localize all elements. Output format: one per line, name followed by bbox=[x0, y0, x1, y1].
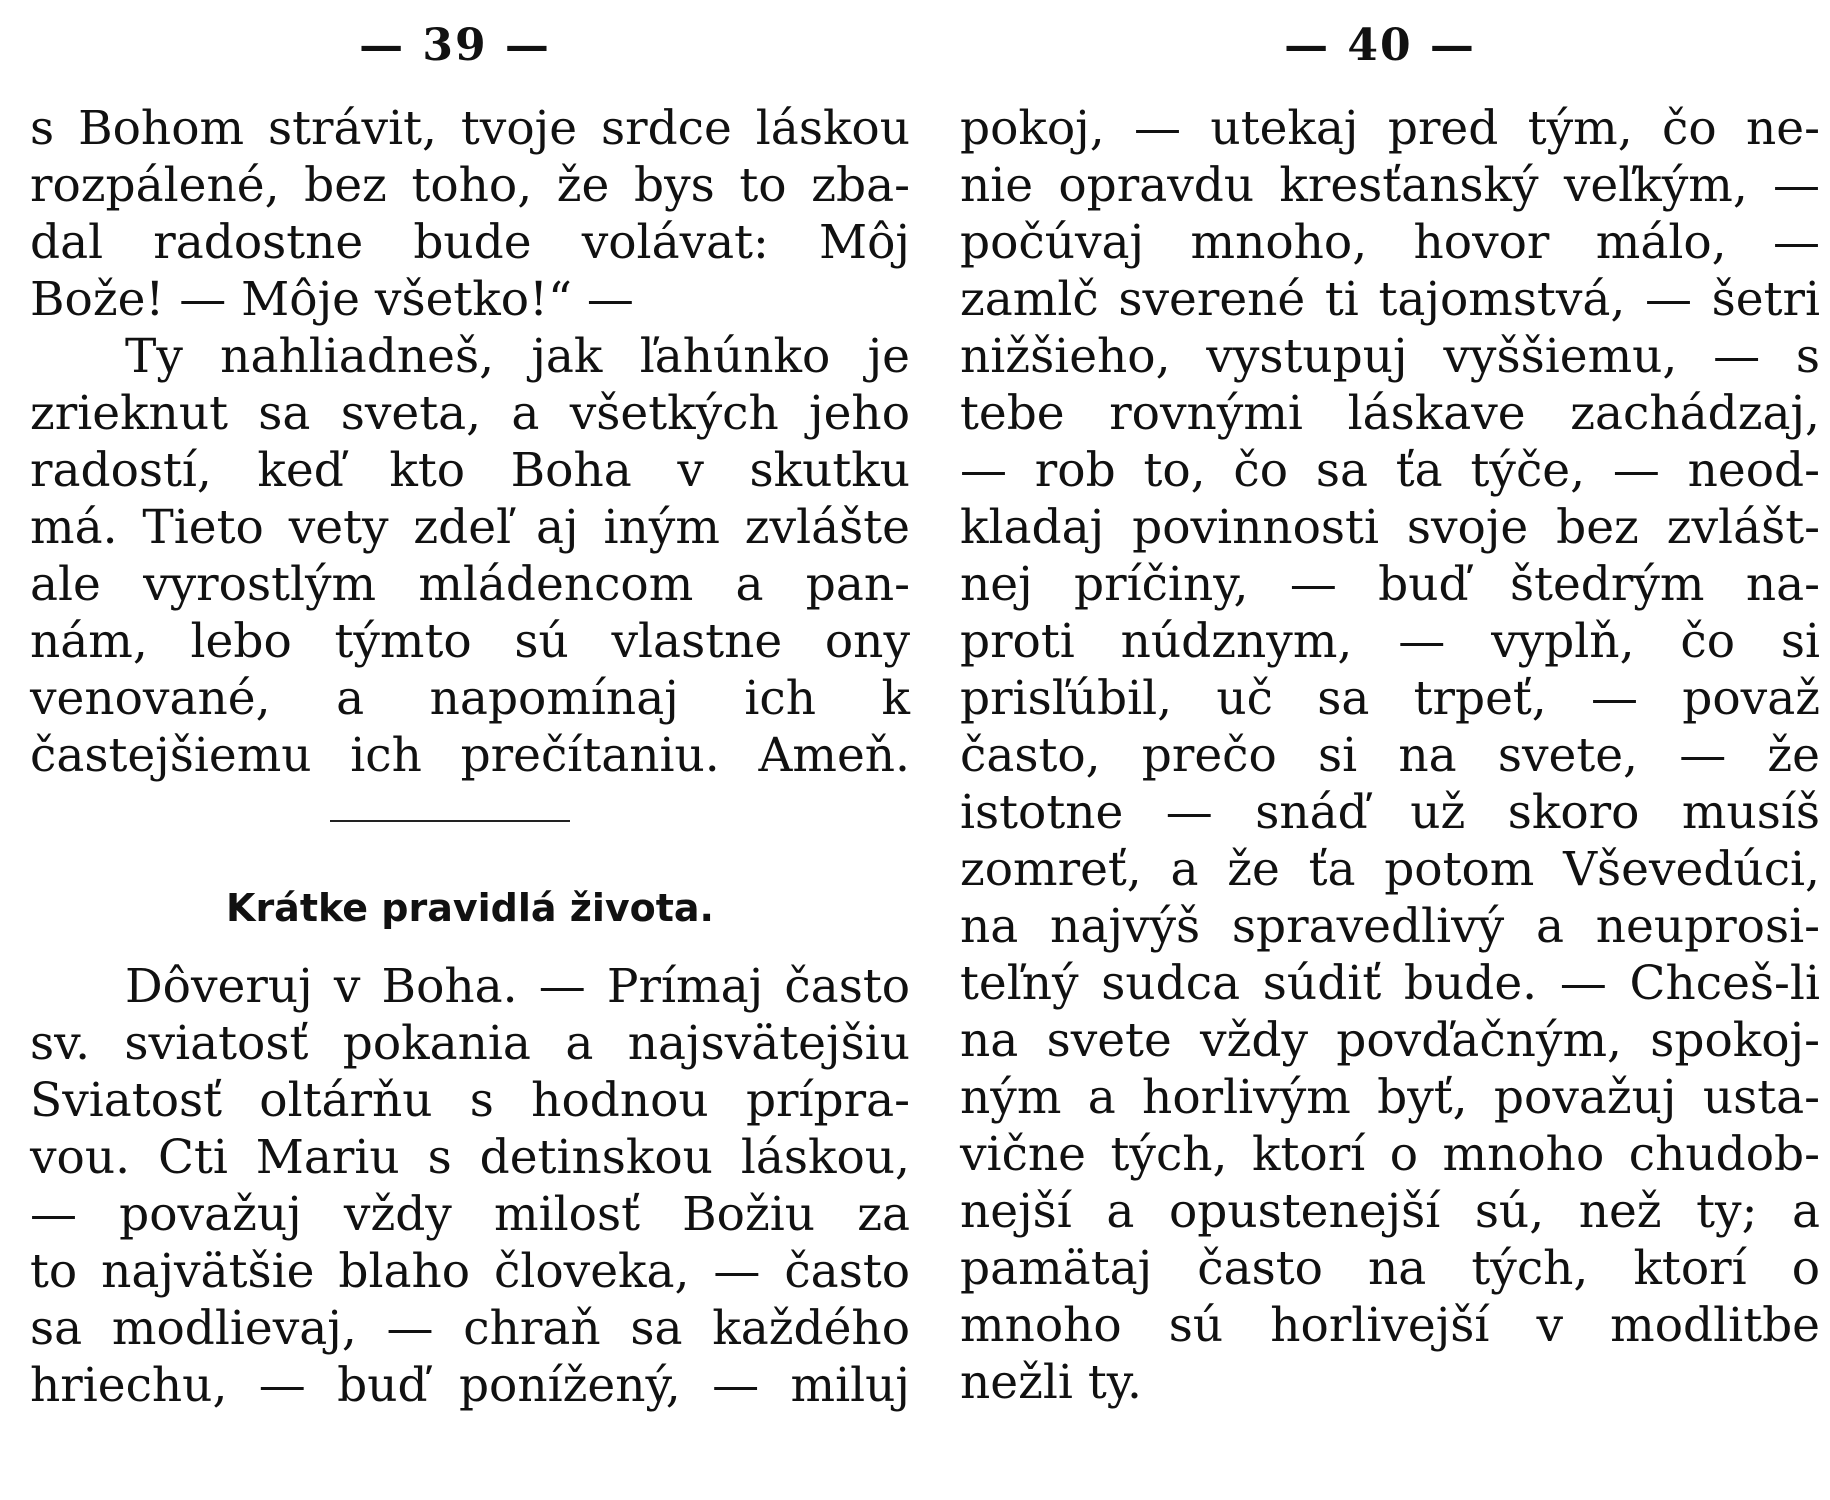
right-paragraph-1 bbox=[960, 100, 1820, 1411]
text-line: nám, lebo týmto sú vlastne ony bbox=[30, 614, 910, 669]
text-line: často, prečo si na svete, — že bbox=[960, 728, 1820, 783]
text-line: Sviatosť oltárňu s hodnou príprа- bbox=[30, 1073, 910, 1128]
text-line: to najvätšie blaho človeka, — často bbox=[30, 1244, 910, 1299]
text-line: vične tých, ktorí o mnoho chudob- bbox=[960, 1127, 1820, 1182]
text-line: častejšiemu ich prečítaniu. Ameň. bbox=[30, 728, 910, 783]
text-line: sv. sviatosť pokania a najsvätejšiu bbox=[30, 1016, 910, 1071]
section-heading: Krátke pravidlá života. bbox=[226, 886, 714, 930]
text-line: hriechu, — buď ponížený, — miluj bbox=[30, 1358, 910, 1413]
text-line: na svete vždy povďačným, spokoj- bbox=[960, 1013, 1820, 1068]
text-line: kladaj povinnosti svoje bez zvlášt- bbox=[960, 500, 1820, 555]
text-line: nežli ty. bbox=[960, 1355, 1142, 1410]
page-number-left: — 39 — bbox=[359, 20, 551, 71]
text-line: ným a horlivým byť, považuj usta- bbox=[960, 1070, 1820, 1125]
text-line: ale vyrostlým mládencom a pan- bbox=[30, 557, 910, 612]
text-line: zamlč sverené ti tajomstvá, — šetri bbox=[960, 272, 1820, 327]
text-line: venované, a napomínaj ich k bbox=[30, 671, 910, 726]
text-line: nejší a opustenejší sú, než ty; a bbox=[960, 1184, 1820, 1239]
text-line: teľný sudca súdiť bude. — Chceš-li bbox=[960, 956, 1820, 1011]
text-line: počúvaj mnoho, hovor málo, — bbox=[960, 215, 1820, 270]
text-line: nej príčiny, — buď štedrým na- bbox=[960, 557, 1820, 612]
text-line: prisľúbil, uč sa trpeť, — považ bbox=[960, 671, 1820, 726]
text-line: pamätaj často na tých, ktorí o bbox=[960, 1241, 1820, 1296]
text-line: radostí, keď kto Boha v skutku bbox=[30, 443, 910, 498]
text-line: má. Tieto vety zdeľ aj iným zvlášte bbox=[30, 500, 910, 555]
left-paragraph-3 bbox=[30, 958, 910, 1414]
text-line: zomreť, a že ťa potom Vševedúci, bbox=[960, 842, 1820, 897]
text-line: istotne — snáď už skoro musíš bbox=[960, 785, 1820, 840]
text-line: s Bohom strávit, tvoje srdce láskou bbox=[30, 101, 910, 156]
text-line: na najvýš spravedlivý a neuprosi- bbox=[960, 899, 1820, 954]
text-line: nižšieho, vystupuj vyššiemu, — s bbox=[960, 329, 1820, 384]
section-divider bbox=[330, 820, 570, 822]
text-line: dal radostne bude volávat: Môj bbox=[30, 215, 910, 270]
text-line: Dôveruj v Boha. — Prímaj často bbox=[125, 959, 910, 1014]
page-number-right: — 40 — bbox=[1284, 20, 1476, 71]
text-line: sa modlievaj, — chraň sa každého bbox=[30, 1301, 910, 1356]
text-line: Bože! — Môje všetko!“ — bbox=[30, 272, 634, 327]
text-line: nie opravdu kresťanský veľkým, — bbox=[960, 158, 1820, 213]
right-page bbox=[960, 0, 1820, 1500]
text-line: mnoho sú horlivejší v modlitbe bbox=[960, 1298, 1820, 1353]
text-line: Ty nahliadneš, jak ľahúnko je bbox=[125, 329, 910, 384]
text-line: — rob to, čo sa ťa týče, — neod- bbox=[960, 443, 1820, 498]
left-paragraph-2 bbox=[30, 328, 910, 784]
text-line: — považuj vždy milosť Božiu za bbox=[30, 1187, 910, 1242]
text-line: vou. Cti Mariu s detinskou láskou, bbox=[30, 1130, 910, 1185]
text-line: pokoj, — utekaj pred tým, čo ne- bbox=[960, 101, 1820, 156]
text-line: tebe rovnými láskave zachádzaj, bbox=[960, 386, 1820, 441]
text-line: proti núdznym, — vyplň, čo si bbox=[960, 614, 1820, 669]
text-line: zrieknut sa sveta, a všetkých jeho bbox=[30, 386, 910, 441]
left-paragraph-1 bbox=[30, 100, 910, 328]
left-page bbox=[30, 0, 910, 1500]
text-line: rozpálené, bez toho, že bys to zba- bbox=[30, 158, 910, 213]
